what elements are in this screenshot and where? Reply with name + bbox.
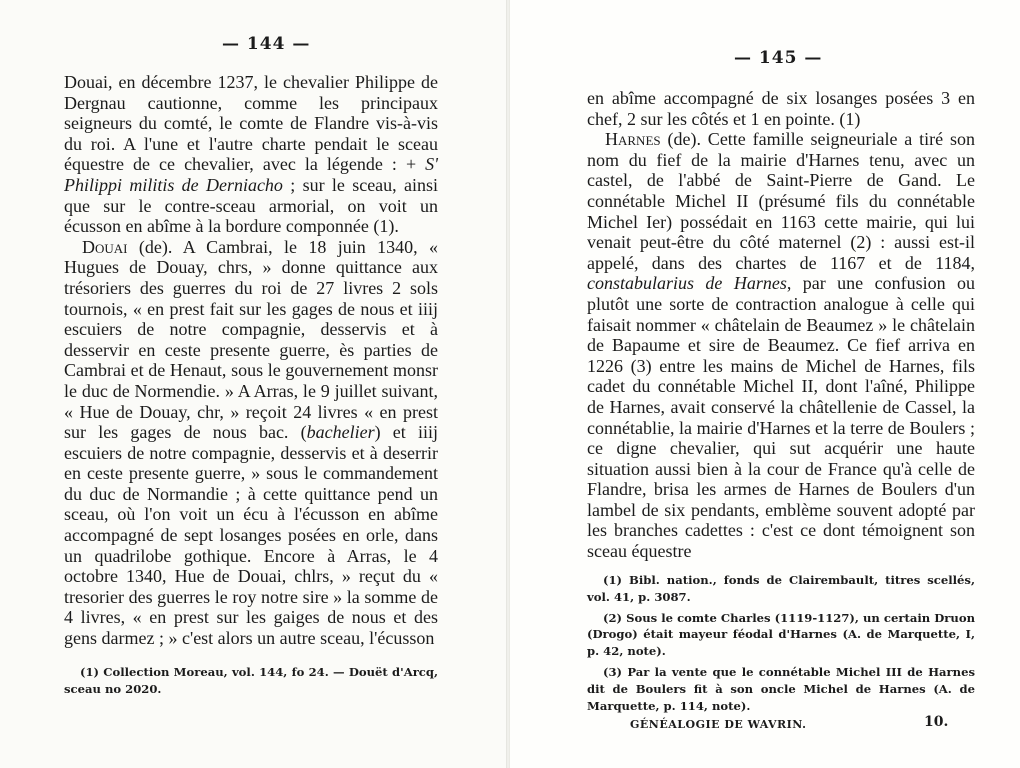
footnote-left-1: (1) Collection Moreau, vol. 144, fo 24. — Douët d'Arcq, sceau no 2020. [64,665,438,696]
page-number-right: — 145 — [734,48,823,68]
page-number-left: — 144 — [222,34,311,54]
footnote-right-3: (3) Par la vente que le connétable Michel III de Harnes dit de Boulers fit à son oncle Michel de Harnes (A. de Marquette, p. 114, note). [587,664,975,713]
entry-heading-harnes: Harnes [605,129,661,150]
bachelier-italic: bachelier [306,422,375,443]
paragraph-douai-dergnau [64,72,438,237]
paragraph-text-after: ) et iiij escuiers de notre compagnie, desservis et à deserrir en ceste presente guerre, » sous le commandement du duc de Normandie ; à cette quittance pend un sceau, où l'on voit un écu à l'écusson en abîme accompagné de sept losanges posées en orle, dans un quadrilobe gothique. Encore à Arras, le 4 octobre 1340, Hue de Douai, chlrs, » reçut du « tresorier des guerres le roy notre sire » la somme de 4 livres, « en prest sur les gaiges de nous et des gens darmez ; » c'est alors un autre sceau, l'écusson [64,422,438,649]
right-footnotes [587,572,975,718]
constabularius-italic: constabularius de Harnes [587,273,787,294]
paragraph-text: Douai, en décembre 1237, le chevalier Philippe de Dergnau cautionne, comme les principaux seigneurs du comté, le comte de Flandre vis-à-vis du roi. A l'une et l'autre charte pendait le sceau équestre de ce chevalier, avec la légende : + [64,72,438,175]
legend-italic: S' Philippi militis de Derniacho [64,154,438,195]
right-body-text [587,88,975,562]
paragraph-text: (de). Cette famille seigneuriale a tiré son nom du fief de la mairie d'Harnes tenu, avec un castel, de l'abbé de Saint-Pierre de Gand. Le connétable Michel II (présumé fils du connétable Michel Ier) possédait en 1163 cette mairie, qui lui venait peut-être du côté maternel (2) : aussi est-il appelé, dans des chartes de 1167 et de 1184, [587,129,975,273]
left-page [0,0,508,768]
paragraph-continuation: en abîme accompagné de six losanges posées 3 en chef, 2 sur les côtés et 1 en pointe. (1) [587,88,975,129]
paragraph-text-after: , par une confusion ou plutôt une sorte de contraction analogue à celle qui faisait nommer « châtelain de Beaumez » le châtelain de Bapaume et sire de Beaumez. Ce fief arriva en 1226 (3) entre les mains de Michel de Harnes, fils cadet du connétable Michel II, dont l'aîné, Philippe de Harnes, avait conservé la châtellenie de Cassel, la connétablie, la mairie d'Harnes et la terre de Boulers ; ce digne chevalier, qui sut acquérir une haute situation aussi bien à la cour de France qu'à celle de Flandre, brisa les armes de Harnes de Boulers d'un lambel de six pendants, emblème souvent adopté par les branches cadettes : c'est ce dont témoignent son sceau équestre [587,273,975,562]
signature-number: 10. [924,714,949,730]
signature-title: GÉNÉALOGIE DE WAVRIN. [630,718,807,731]
paragraph-douai [64,237,438,649]
left-body-text [64,72,438,649]
paragraph-text: (de). A Cambrai, le 18 juin 1340, « Hugues de Douay, chrs, » donne quittance aux trésoriers des guerres du roi de 27 livres 2 sols tournois, « en prest fait sur les gages de nous et iiij escuiers de notre compagnie, desservis et à desservir en ceste presente guerre, ès parties de Cambrai et de Henaut, sous le gouvernement monsr le duc de Normendie. » A Arras, le 9 juillet suivant, « Hue de Douay, chr, » reçoit 24 livres « en prest sur les gages de nous bac. ( [64,236,438,443]
entry-heading-douai: Douai [82,236,128,257]
left-footnotes [64,664,438,702]
footnote-right-1: (1) Bibl. nation., fonds de Clairembault, titres scellés, vol. 41, p. 3087. [587,573,975,604]
right-page [510,0,1020,768]
footnote-right-2: (2) Sous le comte Charles (1119-1127), un certain Druon (Drogo) était mayeur féodal d'Harnes (A. de Marquette, I, p. 42, note). [587,610,975,659]
paragraph-text-after: ; sur le sceau, ainsi que sur le contre-sceau armorial, on voit un écusson en abîme à la bordure componnée (1). [64,174,438,237]
paragraph-harnes [587,129,975,561]
